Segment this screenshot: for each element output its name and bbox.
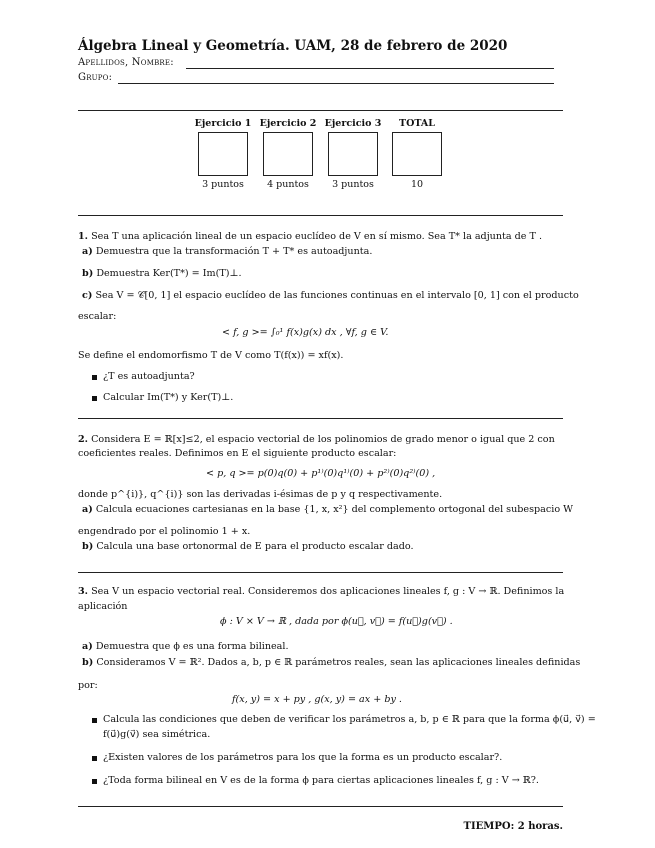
bullet: [92, 396, 97, 401]
score-box-total[interactable]: [392, 132, 442, 176]
exercise-3-q2: ¿Existen valores de los parámetros para los que la forma es un producto escalar?.: [103, 752, 503, 763]
exercise-2-b: b) Calcula una base ortonormal de E para el producto escalar dado.: [82, 541, 414, 552]
score-head-3: Ejercicio 3: [324, 118, 382, 129]
group-line: [118, 83, 554, 84]
bullet: [92, 779, 97, 784]
exercise-2-intro-cont: coeficientes reales. Definimos en E el siguiente producto escalar:: [78, 448, 397, 459]
bullet: [92, 375, 97, 380]
exercise-1-c: c) Sea V = 𝒞[0, 1] el espacio euclídeo de las funciones continuas en el intervalo [0, 1] con el producto: [82, 290, 579, 301]
exercise-3-formula-2: f(x, y) = x + py , g(x, y) = ax + by .: [232, 694, 402, 705]
divider: [78, 110, 563, 111]
exercise-2-intro: 2. Considera E = ℝ[x]≤2, el espacio vectorial de los polinomios de grado menor o igual que 2 con: [78, 434, 555, 445]
exercise-1-c-cont: escalar:: [78, 311, 117, 322]
score-head-1: Ejercicio 1: [194, 118, 252, 129]
score-points-1: 3 puntos: [202, 179, 244, 190]
score-points-2: 4 puntos: [267, 179, 309, 190]
exercise-1-formula: < f, g >= ∫₀¹ f(x)g(x) dx , ∀f, g ∈ V.: [222, 327, 389, 338]
group-label: Grupo:: [78, 72, 113, 83]
exercise-3-b-cont: por:: [78, 680, 98, 691]
exercise-1-q1: ¿T es autoadjunta?: [103, 371, 195, 382]
exercise-3-b: b) Consideramos V = ℝ². Dados a, b, p ∈ ℝ parámetros reales, sean las aplicaciones lineales definidas: [82, 657, 581, 668]
exercise-3-q3: ¿Toda forma bilineal en V es de la forma ϕ para ciertas aplicaciones lineales f, g : V → ℝ?.: [103, 775, 539, 786]
exercise-3-intro: 3. Sea V un espacio vectorial real. Consideremos dos aplicaciones lineales f, g : V → ℝ. Definimos la: [78, 586, 565, 597]
exercise-3-formula: ϕ : V × V → ℝ , dada por ϕ(u⃗, v⃗) = f(u⃗)g(v⃗) .: [220, 616, 453, 627]
exercise-number: 2.: [78, 434, 89, 445]
exercise-1-q2: Calcular Im(T*) y Ker(T)⊥.: [103, 392, 234, 403]
exercise-number: 1.: [78, 231, 89, 242]
score-points-total: 10: [410, 179, 424, 190]
divider: [78, 215, 563, 216]
name-line: [186, 68, 554, 69]
name-label: Apellidos, Nombre:: [78, 57, 174, 68]
score-box-1[interactable]: [198, 132, 248, 176]
score-head-total: TOTAL: [399, 118, 435, 129]
exercise-2-formula: < p, q >= p(0)q(0) + p¹⁾(0)q¹⁾(0) + p²⁾(0)q²⁾(0) ,: [206, 468, 436, 479]
exercise-3-q1: Calcula las condiciones que deben de verificar los parámetros a, b, p ∈ ℝ para que la forma ϕ(u⃗, v⃗) =: [103, 714, 596, 725]
exercise-number: 3.: [78, 586, 89, 597]
exercise-3-a: a) Demuestra que ϕ es una forma bilineal.: [82, 641, 289, 652]
exercise-3-q1-cont: f(u⃗)g(v⃗) sea simétrica.: [103, 729, 211, 740]
divider: [78, 806, 563, 807]
time-note: TIEMPO: 2 horas.: [463, 821, 563, 832]
exercise-1-b: b) Demuestra Ker(T*) = Im(T)⊥.: [82, 268, 242, 279]
exam-title: Álgebra Lineal y Geometría. UAM, 28 de febrero de 2020: [78, 38, 508, 54]
exercise-2-a-cont: engendrado por el polinomio 1 + x.: [78, 526, 251, 537]
score-box-2[interactable]: [263, 132, 313, 176]
exercise-2-a: a) Calcula ecuaciones cartesianas en la base {1, x, x²} del complemento ortogonal del subespacio W: [82, 504, 574, 515]
exercise-1-a: a) Demuestra que la transformación T + T* es autoadjunta.: [82, 246, 373, 257]
divider: [78, 572, 563, 573]
exercise-2-donde: donde p^{i)}, q^{i)} son las derivadas i-ésimas de p y q respectivamente.: [78, 489, 443, 500]
score-head-2: Ejercicio 2: [259, 118, 317, 129]
score-box-3[interactable]: [328, 132, 378, 176]
exercise-1-endomorphism: Se define el endomorfismo T de V como T(f(x)) = xf(x).: [78, 350, 344, 361]
bullet: [92, 756, 97, 761]
exercise-3-intro-cont: aplicación: [78, 601, 128, 612]
bullet: [92, 718, 97, 723]
exercise-1-intro: 1. Sea T una aplicación lineal de un espacio euclídeo de V en sí mismo. Sea T* la adjunta de T .: [78, 231, 543, 242]
divider: [78, 418, 563, 419]
score-points-3: 3 puntos: [332, 179, 374, 190]
